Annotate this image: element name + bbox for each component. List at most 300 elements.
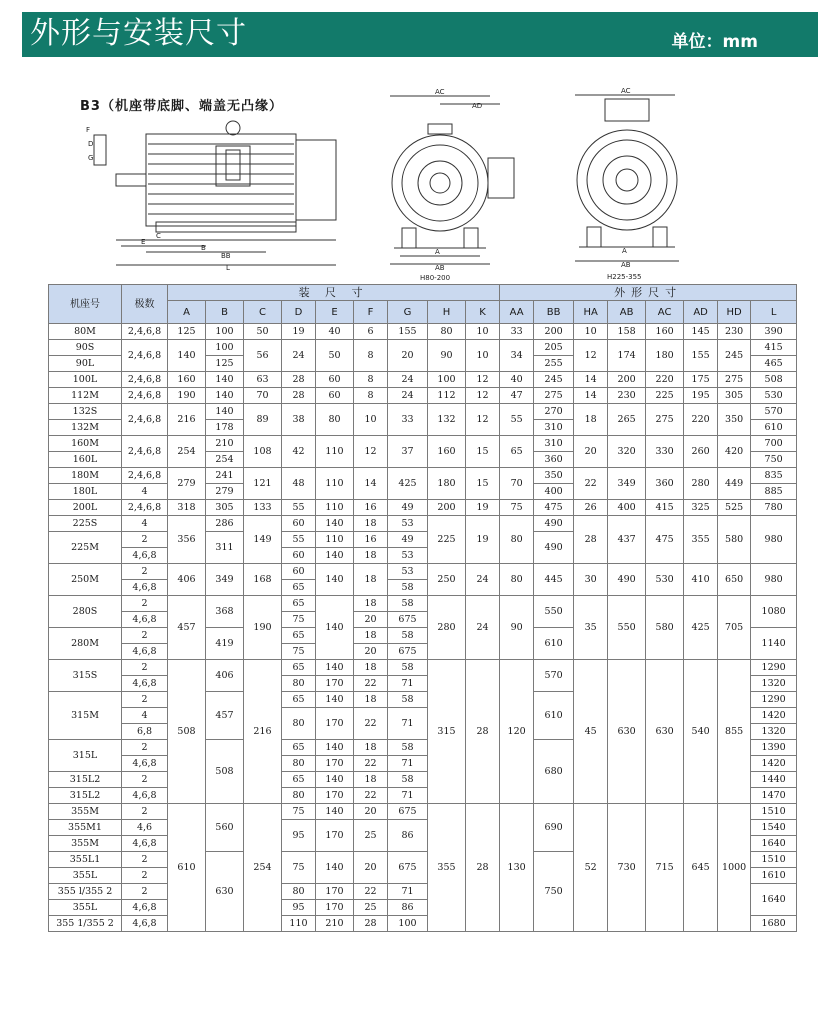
cell: 10 (574, 324, 608, 340)
cell: 110 (316, 436, 354, 468)
cell: 1610 (751, 868, 797, 884)
cell: 349 (608, 468, 646, 500)
cell: 1000 (718, 804, 751, 932)
cell: 45 (574, 660, 608, 804)
cell: 130 (500, 804, 534, 932)
cell: 14 (574, 372, 608, 388)
cell: 133 (244, 500, 282, 516)
cell: 170 (316, 900, 354, 916)
cell: 610 (168, 804, 206, 932)
cell: 20 (354, 612, 388, 628)
header-col: E (316, 301, 354, 324)
cell: 20 (574, 436, 608, 468)
cell: 2 (122, 660, 168, 676)
cell: 580 (718, 516, 751, 564)
cell: 70 (244, 388, 282, 404)
cell: 2 (122, 772, 168, 788)
table-row (49, 324, 797, 340)
cell: 750 (751, 452, 797, 468)
cell: 1390 (751, 740, 797, 756)
cell: 112 (428, 388, 466, 404)
cell: 449 (718, 468, 751, 500)
cell: 355L (49, 900, 122, 916)
cell: 35 (574, 596, 608, 660)
cell: 4,6,8 (122, 836, 168, 852)
cell: 49 (388, 500, 428, 516)
cell: 2 (122, 532, 168, 548)
cell: 885 (751, 484, 797, 500)
cell: 700 (751, 436, 797, 452)
cell: 140 (316, 564, 354, 596)
cell: 406 (206, 660, 244, 692)
cell: 225 (646, 388, 684, 404)
cell: 75 (282, 852, 316, 884)
cell: 475 (534, 500, 574, 516)
cell: 230 (608, 388, 646, 404)
cell: 1640 (751, 884, 797, 916)
table-row (49, 372, 797, 388)
cell: 71 (388, 676, 428, 692)
cell: 311 (206, 532, 244, 564)
cell: 508 (168, 660, 206, 804)
cell: 174 (608, 340, 646, 372)
cell: 75 (282, 644, 316, 660)
svg-text:AB: AB (621, 261, 631, 269)
header-col: F (354, 301, 388, 324)
side-view-drawing (86, 110, 356, 280)
cell: 254 (206, 452, 244, 468)
table-row (49, 500, 797, 516)
cell: 650 (718, 564, 751, 596)
cell: 275 (534, 388, 574, 404)
cell: 58 (388, 660, 428, 676)
cell: 2 (122, 596, 168, 612)
cell: 10 (466, 340, 500, 372)
cell: 12 (354, 436, 388, 468)
cell: 2 (122, 852, 168, 868)
cell: 250 (428, 564, 466, 596)
cell: 1080 (751, 596, 797, 628)
cell: 160L (49, 452, 122, 468)
cell: 245 (718, 340, 751, 372)
cell: 457 (168, 596, 206, 660)
cell: 53 (388, 548, 428, 564)
cell: 63 (244, 372, 282, 388)
cell: 355 l/355 2 (49, 884, 122, 900)
dimension-table (48, 284, 797, 932)
cell: 80 (282, 676, 316, 692)
cell: 2 (122, 628, 168, 644)
cell: 425 (684, 596, 718, 660)
cell: 145 (684, 324, 718, 340)
cell: 2 (122, 692, 168, 708)
cell: 80 (500, 564, 534, 596)
cell: 160M (49, 436, 122, 452)
cell: 275 (646, 404, 684, 436)
cell: 255 (534, 356, 574, 372)
cell: 675 (388, 804, 428, 820)
cell: 855 (718, 660, 751, 804)
svg-text:A: A (622, 247, 627, 255)
cell: 437 (608, 516, 646, 564)
cell: 525 (718, 500, 751, 516)
cell: 170 (316, 676, 354, 692)
cell: 37 (388, 436, 428, 468)
cell: 120 (500, 660, 534, 804)
header-col: AC (646, 301, 684, 324)
cell: 14 (574, 388, 608, 404)
cell: 40 (316, 324, 354, 340)
cell: 170 (316, 884, 354, 900)
cell: 56 (244, 340, 282, 372)
cell: 34 (500, 340, 534, 372)
cell: 19 (466, 516, 500, 564)
cell: 190 (244, 596, 282, 660)
cell: 53 (388, 564, 428, 580)
cell: 170 (316, 756, 354, 772)
cell: 16 (354, 500, 388, 516)
cell: 425 (388, 468, 428, 500)
cell: 178 (206, 420, 244, 436)
cell: 349 (206, 564, 244, 596)
cell: 112M (49, 388, 122, 404)
cell: 28 (466, 660, 500, 804)
cell: 355M (49, 836, 122, 852)
cell: 19 (282, 324, 316, 340)
cell: 12 (466, 372, 500, 388)
header-col: AD (684, 301, 718, 324)
cell: 254 (168, 436, 206, 468)
cell: 20 (354, 852, 388, 884)
cell: 355L (49, 868, 122, 884)
cell: 1470 (751, 788, 797, 804)
cell: 190 (168, 388, 206, 404)
cell: 95 (282, 900, 316, 916)
cell: 550 (534, 596, 574, 628)
cell: 2,4,6,8 (122, 372, 168, 388)
cell: 18 (354, 772, 388, 788)
cell: 200L (49, 500, 122, 516)
cell: 20 (354, 644, 388, 660)
cell: 22 (354, 708, 388, 740)
cell: 110 (282, 916, 316, 932)
cell: 168 (244, 564, 282, 596)
cell: 49 (388, 532, 428, 548)
cell: 80 (500, 516, 534, 564)
header-col: HA (574, 301, 608, 324)
cell: 65 (282, 580, 316, 596)
cell: 550 (608, 596, 646, 660)
cell: 610 (534, 692, 574, 740)
cell: 355L1 (49, 852, 122, 868)
cell: 125 (168, 324, 206, 340)
cell: 355M (49, 804, 122, 820)
cell: 155 (684, 340, 718, 372)
cell: 80M (49, 324, 122, 340)
cell: 835 (751, 468, 797, 484)
cell: 2 (122, 740, 168, 756)
cell: 90S (49, 340, 122, 356)
cell: 630 (646, 660, 684, 804)
cell: 24 (388, 372, 428, 388)
cell: 270 (534, 404, 574, 420)
cell: 279 (206, 484, 244, 500)
cell: 630 (608, 660, 646, 804)
header-poles: 极数 (122, 285, 168, 324)
cell: 280 (684, 468, 718, 500)
header-col: H (428, 301, 466, 324)
cell: 55 (282, 532, 316, 548)
svg-text:L: L (226, 264, 230, 272)
cell: 315L2 (49, 772, 122, 788)
cell: 110 (316, 468, 354, 500)
table-row (49, 516, 797, 532)
cell: 675 (388, 852, 428, 884)
cell: 170 (316, 788, 354, 804)
cell: 180 (428, 468, 466, 500)
svg-text:A: A (435, 248, 440, 256)
cell: 160 (428, 436, 466, 468)
cell: 210 (316, 916, 354, 932)
cell: 4,6,8 (122, 756, 168, 772)
cell: 4,6,8 (122, 676, 168, 692)
cell: 490 (534, 532, 574, 564)
svg-text:BB: BB (221, 252, 231, 260)
cell: 4,6 (122, 820, 168, 836)
cell: 220 (646, 372, 684, 388)
cell: 2 (122, 884, 168, 900)
cell: 318 (168, 500, 206, 516)
cell: 55 (282, 500, 316, 516)
cell: 25 (354, 900, 388, 916)
cell: 315L (49, 740, 122, 772)
cell: 160 (646, 324, 684, 340)
cell: 18 (354, 564, 388, 596)
cell: 30 (574, 564, 608, 596)
cell: 170 (316, 820, 354, 852)
front-view-large-drawing (565, 85, 715, 283)
cell: 310 (534, 420, 574, 436)
cell: 360 (646, 468, 684, 500)
cell: 50 (316, 340, 354, 372)
cell: 2 (122, 564, 168, 580)
cell: 100 (428, 372, 466, 388)
cell: 705 (718, 596, 751, 660)
cell: 60 (316, 388, 354, 404)
cell: 180 (646, 340, 684, 372)
header-group-install: 装 尺 寸 (168, 285, 500, 301)
cell: 350 (718, 404, 751, 436)
cell: 24 (282, 340, 316, 372)
cell: 70 (500, 468, 534, 500)
cell: 149 (244, 516, 282, 564)
cell: 750 (534, 852, 574, 932)
cell: 2,4,6,8 (122, 324, 168, 340)
header-col: HD (718, 301, 751, 324)
cell: 415 (646, 500, 684, 516)
cell: 1290 (751, 692, 797, 708)
cell: 18 (354, 628, 388, 644)
cell: 100 (206, 324, 244, 340)
cell: 58 (388, 596, 428, 612)
cell: 65 (500, 436, 534, 468)
cell: 715 (646, 804, 684, 932)
cell: 18 (354, 740, 388, 756)
cell: 19 (466, 500, 500, 516)
cell: 100 (206, 340, 244, 356)
cell: 58 (388, 772, 428, 788)
cell: 220 (684, 404, 718, 436)
cell: 50 (244, 324, 282, 340)
cell: 90 (428, 340, 466, 372)
cell: 315 (428, 660, 466, 804)
cell: 415 (751, 340, 797, 356)
cell: 225M (49, 532, 122, 564)
front-view-small-drawing (380, 88, 530, 283)
cell: 180M (49, 468, 122, 484)
cell: 33 (388, 404, 428, 436)
cell: 6 (354, 324, 388, 340)
cell: 280M (49, 628, 122, 660)
header-group-outline: 外形尺寸 (500, 285, 797, 301)
cell: 28 (466, 804, 500, 932)
cell: 200 (534, 324, 574, 340)
cell: 75 (282, 612, 316, 628)
cell: 410 (684, 564, 718, 596)
cell: 60 (282, 548, 316, 564)
cell: 28 (354, 916, 388, 932)
svg-text:E: E (141, 238, 146, 246)
cell: 90L (49, 356, 122, 372)
cell: 110 (316, 500, 354, 516)
cell: 80 (282, 884, 316, 900)
cell: 75 (282, 804, 316, 820)
cell: 20 (354, 804, 388, 820)
header-col: K (466, 301, 500, 324)
cell: 445 (534, 564, 574, 596)
cell: 12 (466, 388, 500, 404)
header-motor: 机座号 (49, 285, 122, 324)
cell: 140 (316, 852, 354, 884)
cell: 132 (428, 404, 466, 436)
cell: 60 (282, 516, 316, 532)
cell: 58 (388, 692, 428, 708)
cell: 18 (354, 548, 388, 564)
cell: 28 (574, 516, 608, 564)
cell: 4,6,8 (122, 916, 168, 932)
cell: 286 (206, 516, 244, 532)
cell: 86 (388, 900, 428, 916)
cell: 4 (122, 516, 168, 532)
cell: 305 (206, 500, 244, 516)
cell: 280 (428, 596, 466, 660)
header-col: D (282, 301, 316, 324)
cell: 195 (684, 388, 718, 404)
page-title: 外形与安装尺寸 (30, 16, 247, 51)
cell: 355 (684, 516, 718, 564)
cell: 530 (751, 388, 797, 404)
cell: 490 (534, 516, 574, 532)
cell: 58 (388, 580, 428, 596)
cell: 1510 (751, 804, 797, 820)
cell: 570 (751, 404, 797, 420)
cell: 58 (388, 740, 428, 756)
cell: 18 (354, 516, 388, 532)
svg-text:AC: AC (435, 88, 445, 96)
cell: 980 (751, 564, 797, 596)
header-col: BB (534, 301, 574, 324)
svg-text:B: B (201, 244, 206, 252)
cell: 65 (282, 660, 316, 676)
cell: 355 1/355 2 (49, 916, 122, 932)
title-banner (22, 12, 818, 57)
cell: 58 (388, 628, 428, 644)
header-col: A (168, 301, 206, 324)
cell: 400 (608, 500, 646, 516)
cell: 80 (282, 788, 316, 804)
cell: 8 (354, 340, 388, 372)
cell: 132S (49, 404, 122, 420)
cell: 71 (388, 756, 428, 772)
cell: 580 (646, 596, 684, 660)
cell: 48 (282, 468, 316, 500)
cell: 1420 (751, 708, 797, 724)
cell: 71 (388, 708, 428, 740)
cell: 80 (282, 756, 316, 772)
cell: 55 (500, 404, 534, 436)
header-col: C (244, 301, 282, 324)
svg-text:F: F (86, 126, 91, 134)
cell: 265 (608, 404, 646, 436)
cell: 14 (354, 468, 388, 500)
cell: 1140 (751, 628, 797, 660)
header-col: L (751, 301, 797, 324)
cell: 38 (282, 404, 316, 436)
cell: 540 (684, 660, 718, 804)
cell: 350 (534, 468, 574, 484)
cell: 71 (388, 788, 428, 804)
cell: 2 (122, 868, 168, 884)
cell: 230 (718, 324, 751, 340)
cell: 175 (684, 372, 718, 388)
cell: 25 (354, 820, 388, 852)
cell: 12 (574, 340, 608, 372)
cell: 570 (534, 660, 574, 692)
cell: 140 (316, 692, 354, 708)
cell: 250M (49, 564, 122, 596)
cell: 508 (751, 372, 797, 388)
cell: 610 (534, 628, 574, 660)
cell: 20 (388, 340, 428, 372)
cell: 86 (388, 820, 428, 852)
cell: 60 (282, 564, 316, 580)
cell: 730 (608, 804, 646, 932)
cell: 1510 (751, 852, 797, 868)
cell: 245 (534, 372, 574, 388)
cell: 24 (466, 564, 500, 596)
cell: 75 (500, 500, 534, 516)
cell: 780 (751, 500, 797, 516)
cell: 457 (206, 692, 244, 740)
cell: 110 (316, 532, 354, 548)
cell: 4,6,8 (122, 548, 168, 564)
cell: 508 (206, 740, 244, 804)
table-row (49, 596, 797, 612)
cell: 26 (574, 500, 608, 516)
cell: 47 (500, 388, 534, 404)
cell: 260 (684, 436, 718, 468)
cell: 160 (168, 372, 206, 388)
